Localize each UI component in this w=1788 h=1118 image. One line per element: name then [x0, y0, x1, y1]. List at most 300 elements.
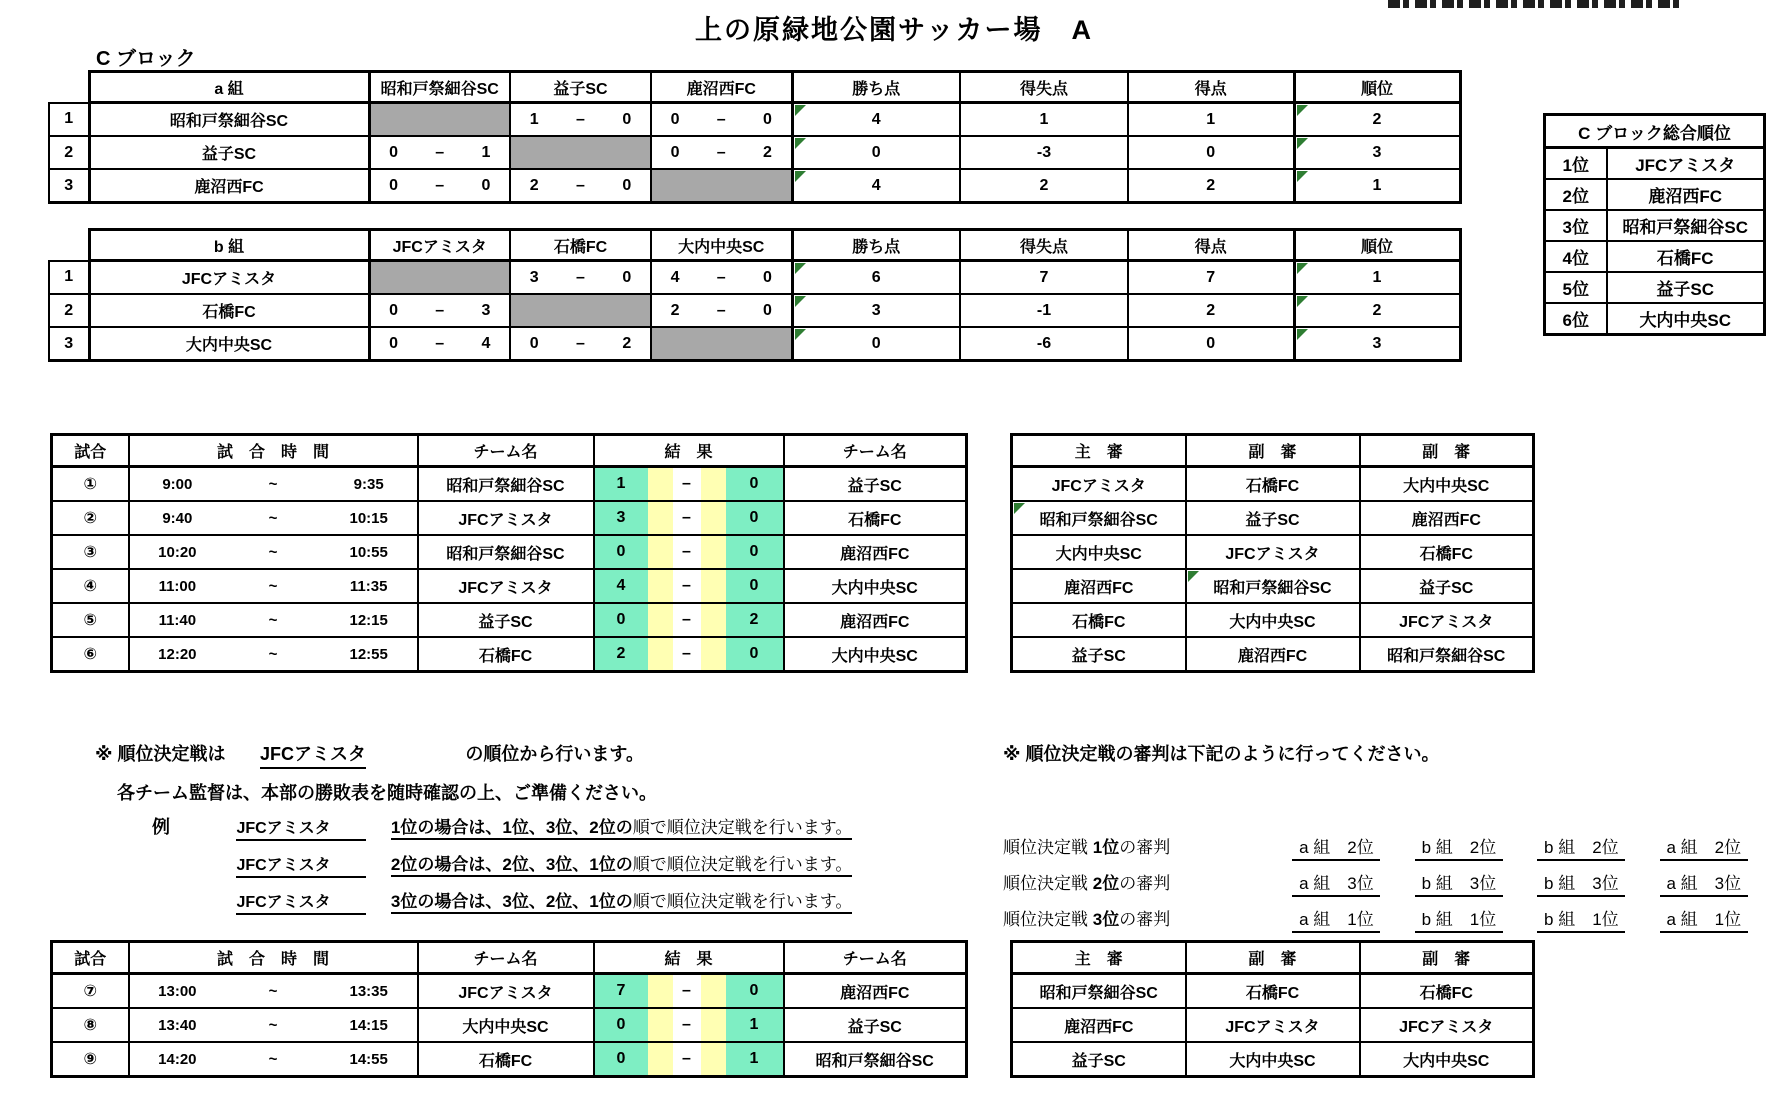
referee-cell: 大内中央SC — [1186, 603, 1360, 637]
stat-header-goals: 得点 — [1128, 72, 1294, 103]
corner-spacer — [49, 72, 89, 103]
home-team-cell: JFCアミスタ — [418, 569, 594, 603]
match-row — [52, 974, 967, 1009]
score-dash: – — [673, 1009, 701, 1041]
yellow-strip — [701, 1009, 726, 1041]
example-team: JFCアミスタ — [236, 852, 366, 878]
referee-cell: 鹿沼西FC — [1012, 569, 1186, 603]
match-row — [52, 467, 967, 502]
home-score: 4 — [595, 570, 648, 602]
referee-cell: 石橋FC — [1012, 603, 1186, 637]
match-row — [52, 535, 967, 569]
away-team-cell: 大内中央SC — [784, 569, 967, 603]
score-dash: – — [673, 604, 701, 636]
note-text: ※ 順位決定戦は — [95, 744, 226, 764]
header-time: 試 合 時 間 — [129, 435, 418, 467]
score-dash: – — [673, 502, 701, 534]
corner-spacer — [49, 230, 89, 261]
tilde: ~ — [268, 509, 278, 527]
away-team-cell: 益子SC — [784, 467, 967, 502]
playoff-referee-row — [1003, 869, 1748, 897]
example-row — [152, 813, 852, 841]
referee-cell: 石橋FC — [1186, 467, 1360, 502]
score-dash: – — [673, 975, 701, 1007]
label-post: の審判 — [1119, 910, 1171, 929]
row-number: 3 — [49, 169, 89, 203]
playoff-referee-row — [1003, 905, 1748, 933]
score-dash: – — [435, 176, 445, 194]
match-number: ① — [52, 467, 129, 502]
match-row — [52, 1008, 967, 1042]
stat-header-rank: 順位 — [1294, 230, 1460, 261]
score-home: 2 — [529, 176, 539, 194]
example-rest: 順で順位決定戦を行います。 — [632, 855, 853, 874]
referee-cell: 益子SC — [1012, 637, 1186, 672]
self-match-cell — [369, 261, 510, 295]
yellow-strip — [648, 502, 673, 534]
note-managers: 各チーム監督は、本部の勝敗表を随時確認の上、ご準備ください。 — [117, 783, 657, 803]
rank-cell: 2 — [1294, 103, 1460, 137]
yellow-strip — [648, 570, 673, 602]
score-dash: – — [673, 536, 701, 568]
opponent-header: JFCアミスタ — [369, 230, 510, 261]
score-home: 0 — [670, 143, 680, 161]
header-match: 試合 — [52, 435, 129, 467]
result-cell — [369, 136, 510, 169]
goal-diff-cell: 2 — [960, 169, 1128, 203]
start-time: 12:20 — [158, 645, 197, 663]
score-away: 0 — [762, 268, 772, 286]
team-name-cell: JFCアミスタ — [89, 261, 369, 295]
example-label: 例 — [152, 817, 170, 837]
goals-cell: 1 — [1128, 103, 1294, 137]
end-time: 10:55 — [349, 543, 388, 561]
table-row — [1012, 603, 1534, 637]
header-assistant-referee: 副 審 — [1186, 942, 1360, 974]
start-time: 9:40 — [162, 509, 193, 527]
result-cell — [594, 467, 784, 502]
opponent-header: 石橋FC — [510, 230, 651, 261]
yellow-strip — [648, 604, 673, 636]
home-team-cell: JFCアミスタ — [418, 974, 594, 1009]
score-home: 2 — [670, 301, 680, 319]
result-cell — [651, 103, 792, 137]
note-text: の順位から行います。 — [465, 744, 644, 764]
referee-cell: 益子SC — [1360, 569, 1534, 603]
away-team-cell: 石橋FC — [784, 501, 967, 535]
table-row — [1545, 241, 1765, 272]
score-home: 0 — [389, 143, 399, 161]
yellow-strip — [648, 975, 673, 1007]
home-team-cell: 石橋FC — [418, 637, 594, 672]
points-cell: 4 — [792, 169, 960, 203]
tilde: ~ — [268, 982, 278, 1000]
note-team-underlined: JFCアミスタ — [260, 740, 366, 769]
score-dash: – — [435, 143, 445, 161]
tilde: ~ — [268, 1016, 278, 1034]
home-score: 2 — [595, 638, 648, 670]
end-time: 14:15 — [349, 1016, 388, 1034]
away-team-cell: 昭和戸祭細谷SC — [784, 1042, 967, 1077]
yellow-strip — [701, 570, 726, 602]
referee-slot: a 組 3位 — [1660, 869, 1748, 897]
group-b-header-row — [49, 230, 1460, 261]
score-home: 0 — [670, 110, 680, 128]
self-match-cell — [510, 136, 651, 169]
referee-cell: JFCアミスタ — [1360, 1008, 1534, 1042]
team-name-cell: 益子SC — [89, 136, 369, 169]
table-row — [1545, 272, 1765, 303]
example-bold: 1位の場合は、1位、3位、2位の — [390, 818, 633, 837]
label-pre: 順位決定戦 — [1003, 838, 1093, 857]
end-time: 12:55 — [349, 645, 388, 663]
referee-cell: 昭和戸祭細谷SC — [1012, 974, 1186, 1009]
yellow-strip — [648, 1043, 673, 1075]
opponent-header: 大内中央SC — [651, 230, 792, 261]
referee-cell: 大内中央SC — [1360, 1042, 1534, 1077]
home-score: 7 — [595, 975, 648, 1007]
table-row — [1012, 535, 1534, 569]
goals-cell: 0 — [1128, 136, 1294, 169]
group-a-header-row — [49, 72, 1460, 103]
result-cell — [594, 535, 784, 569]
example-bold: 2位の場合は、2位、3位、1位の — [390, 855, 633, 874]
goal-diff-cell: -1 — [960, 294, 1128, 327]
score-away: 3 — [481, 301, 491, 319]
referee-slot: b 組 1位 — [1415, 905, 1503, 933]
match-number: ⑨ — [52, 1042, 129, 1077]
header-main-referee: 主 審 — [1012, 435, 1186, 467]
start-time: 13:40 — [158, 1016, 197, 1034]
score-dash: – — [576, 110, 585, 128]
referee-cell: 益子SC — [1012, 1042, 1186, 1077]
home-score: 3 — [595, 502, 648, 534]
score-dash: – — [673, 638, 701, 670]
example-row — [152, 887, 852, 915]
referee-cell: 大内中央SC — [1186, 1042, 1360, 1077]
referee-cell: 鹿沼西FC — [1360, 501, 1534, 535]
away-score: 0 — [726, 638, 783, 670]
team-name-cell: 昭和戸祭細谷SC — [1607, 210, 1765, 241]
score-dash: – — [576, 176, 585, 194]
away-team-cell: 益子SC — [784, 1008, 967, 1042]
header-team-home: チーム名 — [418, 942, 594, 974]
referee-slot: a 組 2位 — [1292, 833, 1380, 861]
referee-cell: 益子SC — [1186, 501, 1360, 535]
team-name-cell: 昭和戸祭細谷SC — [89, 103, 369, 137]
row-number: 3 — [49, 327, 89, 361]
match-number: ⑥ — [52, 637, 129, 672]
match-time-cell — [129, 637, 418, 672]
result-cell — [594, 569, 784, 603]
score-dash: – — [673, 468, 701, 500]
away-score: 0 — [726, 502, 783, 534]
header-assistant-referee: 副 審 — [1360, 435, 1534, 467]
rank-label: 6位 — [1545, 303, 1607, 335]
home-team-cell: 益子SC — [418, 603, 594, 637]
referee-cell: JFCアミスタ — [1012, 467, 1186, 502]
end-time: 11:35 — [349, 577, 388, 595]
points-cell: 4 — [792, 103, 960, 137]
table-row — [1012, 501, 1534, 535]
table-row — [1545, 148, 1765, 180]
yellow-strip — [648, 638, 673, 670]
referee-cell: JFCアミスタ — [1186, 1008, 1360, 1042]
row-number: 1 — [49, 103, 89, 137]
table-row — [1545, 179, 1765, 210]
table-row — [49, 103, 1460, 137]
note-playoff-referees: ※ 順位決定戦の審判は下記のように行ってください。 — [1003, 744, 1440, 764]
match-row — [52, 637, 967, 672]
score-home: 0 — [389, 176, 399, 194]
score-home: 4 — [670, 268, 680, 286]
table-row — [1545, 210, 1765, 241]
rank-cell: 1 — [1294, 261, 1460, 295]
match-row — [52, 1042, 967, 1077]
header-team-home: チーム名 — [418, 435, 594, 467]
result-cell — [651, 136, 792, 169]
home-score: 0 — [595, 1009, 648, 1041]
team-name-cell: 鹿沼西FC — [1607, 179, 1765, 210]
goals-cell: 2 — [1128, 169, 1294, 203]
label-pre: 順位決定戦 — [1003, 874, 1093, 893]
away-score: 0 — [726, 536, 783, 568]
away-team-cell: 鹿沼西FC — [784, 603, 967, 637]
row-number: 2 — [49, 136, 89, 169]
referee-cell: 大内中央SC — [1012, 535, 1186, 569]
result-cell — [594, 1008, 784, 1042]
score-away: 2 — [622, 334, 632, 352]
points-cell: 0 — [792, 327, 960, 361]
referee-slot: b 組 3位 — [1415, 869, 1503, 897]
yellow-strip — [701, 536, 726, 568]
standings-title: C ブロック総合順位 — [1545, 115, 1765, 148]
home-score: 0 — [595, 536, 648, 568]
yellow-strip — [701, 604, 726, 636]
score-away: 0 — [481, 176, 491, 194]
referee-slot: b 組 2位 — [1415, 833, 1503, 861]
yellow-strip — [648, 536, 673, 568]
referee-cell: 昭和戸祭細谷SC — [1186, 569, 1360, 603]
result-cell — [594, 1042, 784, 1077]
result-cell — [651, 261, 792, 295]
match-number: ③ — [52, 535, 129, 569]
start-time: 9:00 — [162, 475, 193, 493]
label-rank: 1位 — [1092, 838, 1120, 857]
note-playoff-order — [95, 740, 644, 769]
stat-header-goal-diff: 得失点 — [960, 72, 1128, 103]
end-time: 10:15 — [349, 509, 388, 527]
score-dash: – — [716, 110, 726, 128]
referee-header-row — [1012, 942, 1534, 974]
score-away: 0 — [622, 110, 632, 128]
score-dash: – — [673, 570, 701, 602]
table-row — [1012, 1042, 1534, 1077]
rank-cell: 1 — [1294, 169, 1460, 203]
start-time: 13:00 — [158, 982, 197, 1000]
score-away: 0 — [762, 301, 772, 319]
referee-table-1 — [1010, 433, 1535, 673]
home-team-cell: 大内中央SC — [418, 1008, 594, 1042]
home-team-cell: 昭和戸祭細谷SC — [418, 467, 594, 502]
referee-table-2 — [1010, 940, 1535, 1078]
yellow-strip — [701, 502, 726, 534]
example-sentence — [391, 818, 852, 840]
referee-slot: a 組 2位 — [1660, 833, 1748, 861]
home-team-cell: 昭和戸祭細谷SC — [418, 535, 594, 569]
opponent-header: 鹿沼西FC — [651, 72, 792, 103]
referee-cell: JFCアミスタ — [1186, 535, 1360, 569]
row-number: 2 — [49, 294, 89, 327]
rank-cell: 2 — [1294, 294, 1460, 327]
result-cell — [510, 261, 651, 295]
header-time: 試 合 時 間 — [129, 942, 418, 974]
result-cell — [651, 294, 792, 327]
match-row — [52, 501, 967, 535]
score-away: 2 — [762, 143, 772, 161]
table-row — [1012, 974, 1534, 1009]
score-home: 0 — [389, 334, 399, 352]
away-score: 0 — [726, 975, 783, 1007]
score-away: 0 — [622, 176, 632, 194]
group-table-b — [48, 228, 1462, 362]
home-score: 0 — [595, 1043, 648, 1075]
schedule-table-1 — [50, 433, 968, 673]
referee-slot: a 組 3位 — [1292, 869, 1380, 897]
points-cell: 3 — [792, 294, 960, 327]
goals-cell: 2 — [1128, 294, 1294, 327]
block-label: C ブロック — [96, 48, 196, 70]
label-pre: 順位決定戦 — [1003, 910, 1093, 929]
referee-cell: 昭和戸祭細谷SC — [1360, 637, 1534, 672]
home-score: 1 — [595, 468, 648, 500]
rank-label: 1位 — [1545, 148, 1607, 180]
match-row — [52, 603, 967, 637]
goal-diff-cell: 7 — [960, 261, 1128, 295]
match-time-cell — [129, 1042, 418, 1077]
header-team-away: チーム名 — [784, 435, 967, 467]
example-row — [152, 850, 852, 878]
referee-cell: 石橋FC — [1186, 974, 1360, 1009]
result-cell — [510, 103, 651, 137]
away-score: 1 — [726, 1009, 783, 1041]
referee-slot: b 組 2位 — [1537, 833, 1625, 861]
tilde: ~ — [268, 645, 278, 663]
playoff-referee-row — [1003, 833, 1748, 861]
table-row — [49, 294, 1460, 327]
home-team-cell: 石橋FC — [418, 1042, 594, 1077]
tilde: ~ — [268, 577, 278, 595]
label-rank: 3位 — [1092, 910, 1120, 929]
table-row — [1012, 637, 1534, 672]
self-match-cell — [651, 169, 792, 203]
tilde: ~ — [268, 611, 278, 629]
score-dash: – — [716, 301, 726, 319]
stat-header-points: 勝ち点 — [792, 230, 960, 261]
header-assistant-referee: 副 審 — [1360, 942, 1534, 974]
end-time: 12:15 — [349, 611, 388, 629]
points-cell: 6 — [792, 261, 960, 295]
header-result: 結 果 — [594, 435, 784, 467]
start-time: 11:00 — [158, 577, 197, 595]
team-name-cell: 大内中央SC — [1607, 303, 1765, 335]
away-team-cell: 鹿沼西FC — [784, 535, 967, 569]
standings-table — [1543, 113, 1766, 336]
referee-slot: b 組 1位 — [1537, 905, 1625, 933]
score-home: 1 — [529, 110, 539, 128]
rank-label: 3位 — [1545, 210, 1607, 241]
rank-cell: 3 — [1294, 327, 1460, 361]
score-home: 3 — [529, 268, 539, 286]
example-team: JFCアミスタ — [236, 815, 366, 841]
header-assistant-referee: 副 審 — [1186, 435, 1360, 467]
example-team: JFCアミスタ — [236, 889, 366, 915]
label-rank: 2位 — [1092, 874, 1120, 893]
yellow-strip — [701, 975, 726, 1007]
row-number: 1 — [49, 261, 89, 295]
score-dash: – — [435, 301, 445, 319]
score-away: 0 — [762, 110, 772, 128]
stat-header-goal-diff: 得失点 — [960, 230, 1128, 261]
team-name-cell: 鹿沼西FC — [89, 169, 369, 203]
group-table-a — [48, 70, 1462, 204]
group-label: b 組 — [89, 230, 369, 261]
standings-header-row — [1545, 115, 1765, 148]
example-sentence — [391, 892, 852, 914]
score-dash: – — [576, 334, 585, 352]
start-time: 10:20 — [158, 543, 197, 561]
goal-diff-cell: -3 — [960, 136, 1128, 169]
result-cell — [594, 637, 784, 672]
team-name-cell: 大内中央SC — [89, 327, 369, 361]
away-score: 1 — [726, 1043, 783, 1075]
score-dash: – — [716, 268, 726, 286]
result-cell — [510, 327, 651, 361]
self-match-cell — [510, 294, 651, 327]
page-title: 上の原緑地公園サッカー場 A — [695, 15, 1093, 45]
home-score: 0 — [595, 604, 648, 636]
schedule-header-row — [52, 942, 967, 974]
header-result: 結 果 — [594, 942, 784, 974]
result-cell — [369, 294, 510, 327]
playoff-referee-label — [1003, 905, 1258, 930]
yellow-strip — [648, 468, 673, 500]
example-sentence — [391, 855, 852, 877]
referee-cell: 鹿沼西FC — [1186, 637, 1360, 672]
yellow-strip — [701, 1043, 726, 1075]
team-name-cell: 石橋FC — [1607, 241, 1765, 272]
match-number: ④ — [52, 569, 129, 603]
yellow-strip — [701, 638, 726, 670]
score-dash: – — [576, 268, 585, 286]
end-time: 13:35 — [349, 982, 388, 1000]
goals-cell: 7 — [1128, 261, 1294, 295]
goals-cell: 0 — [1128, 327, 1294, 361]
tilde: ~ — [268, 543, 278, 561]
referee-cell: 石橋FC — [1360, 535, 1534, 569]
points-cell: 0 — [792, 136, 960, 169]
away-team-cell: 鹿沼西FC — [784, 974, 967, 1009]
table-row — [1012, 1008, 1534, 1042]
label-post: の審判 — [1119, 838, 1171, 857]
match-time-cell — [129, 501, 418, 535]
header-team-away: チーム名 — [784, 942, 967, 974]
table-row — [49, 136, 1460, 169]
team-name-cell: 益子SC — [1607, 272, 1765, 303]
table-row — [49, 169, 1460, 203]
away-score: 0 — [726, 468, 783, 500]
away-score: 2 — [726, 604, 783, 636]
